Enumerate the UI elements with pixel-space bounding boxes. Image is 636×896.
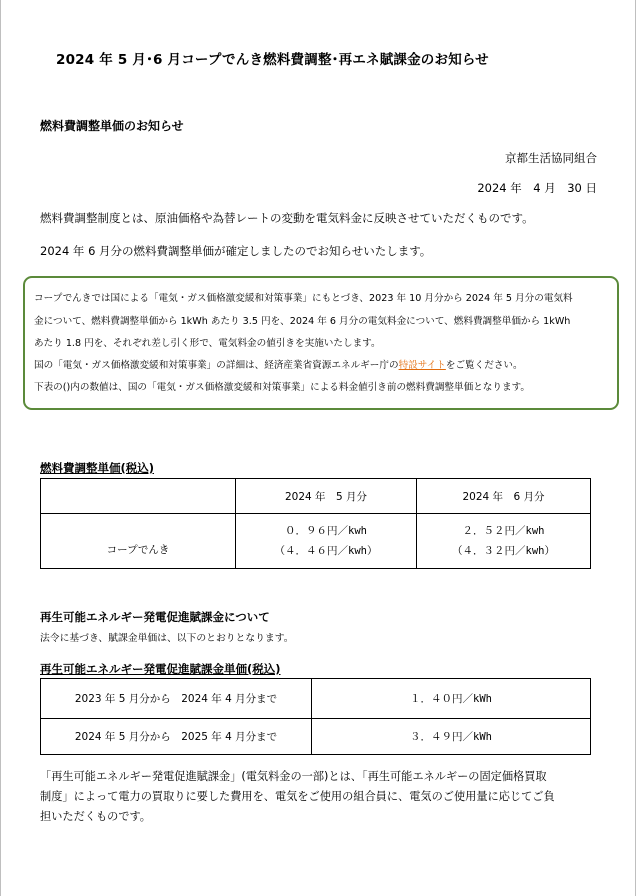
notice-line-3: あたり 1.8 円を、それぞれ差し引く形で、電気料金の値引きを実施いたします。 [34, 338, 381, 349]
renewable-desc-line-2: 制度」によって電力の買取りに要した費用を、電気をご使用の組合員に、電気のご使用量に応じてご負 [40, 790, 555, 803]
page-border-left [0, 0, 1, 896]
levy-period: 2024 年 5 月分から 2025 年 4 月分まで [41, 719, 312, 755]
may-price-before-discount: （４．４６円／kwh） [274, 545, 378, 557]
organization-name: 京都生活協同組合 [505, 151, 597, 165]
notice-line-4-post: をご覧ください。 [445, 360, 523, 371]
notice-line-2: 金について、燃料費調整単価から 1kWh あたり 3.5 円を、2024 年 6 月分の電気料金について、燃料費調整単価から 1kWh [34, 316, 571, 327]
renewable-levy-table [40, 678, 591, 755]
fuel-table-row-label: コープでんき [41, 514, 236, 569]
fuel-table-heading: 燃料費調整単価(税込) [40, 461, 155, 475]
renewable-subtext: 法令に基づき、賦課金単価は、以下のとおりとなります。 [40, 633, 294, 644]
fuel-table-june-cell [417, 514, 591, 569]
renewable-desc-line-3: 担いただくものです。 [40, 810, 151, 823]
june-price-before-discount: （４．３２円／kwh） [452, 545, 555, 557]
notice-line-4 [34, 357, 523, 371]
notice-date: 2024 年 4 月 30 日 [477, 181, 597, 195]
table-row [41, 679, 591, 719]
discount-notice-box [23, 276, 619, 410]
renewable-heading: 再生可能エネルギー発電促進賦課金について [40, 610, 270, 624]
levy-period: 2023 年 5 月分から 2024 年 4 月分まで [41, 679, 312, 719]
fuel-table-corner [41, 479, 236, 514]
notice-line-5: 下表の()内の数値は、国の「電気・ガス価格激変緩和対策事業」による料金値引き前の燃料費調整単価となります。 [34, 382, 530, 393]
fuel-description: 燃料費調整制度とは、原油価格や為替レートの変動を電気料金に反映させていただくものです。 [40, 211, 534, 225]
fuel-cost-table [40, 478, 591, 569]
page-title: 2024 年 5 月･6 月コープでんき燃料費調整･再エネ賦課金のお知らせ [56, 52, 489, 68]
levy-value: １．４０円／kWh [312, 679, 591, 719]
fuel-table-may-cell [236, 514, 417, 569]
fuel-table-col-may: 2024 年 5 月分 [236, 479, 417, 514]
june-unit-price: ２．５２円／kwh [462, 525, 545, 537]
table-row [41, 719, 591, 755]
fuel-section-heading: 燃料費調整単価のお知らせ [40, 119, 184, 133]
notice-line-1: コープでんきでは国による「電気・ガス価格激変緩和対策事業」にもとづき、2023 年 10 月分から 2024 年 5 月分の電気料 [34, 293, 573, 304]
renewable-table-heading: 再生可能エネルギー発電促進賦課金単価(税込) [40, 662, 281, 676]
notice-line-4-pre: 国の「電気・ガス価格激変緩和対策事業」の詳細は、経済産業省資源エネルギー庁の [34, 360, 399, 371]
fuel-table-col-june: 2024 年 6 月分 [417, 479, 591, 514]
may-unit-price: ０．９６円／kwh [285, 525, 367, 537]
fuel-announcement: 2024 年 6 月分の燃料費調整単価が確定しましたのでお知らせいたします。 [40, 244, 432, 258]
special-site-link[interactable]: 特設サイト [398, 360, 446, 371]
renewable-desc-line-1: 「再生可能エネルギー発電促進賦課金」(電気料金の一部)とは、「再生可能エネルギーの固定価格買取 [40, 770, 547, 783]
levy-value: ３．４９円／kWh [312, 719, 591, 755]
